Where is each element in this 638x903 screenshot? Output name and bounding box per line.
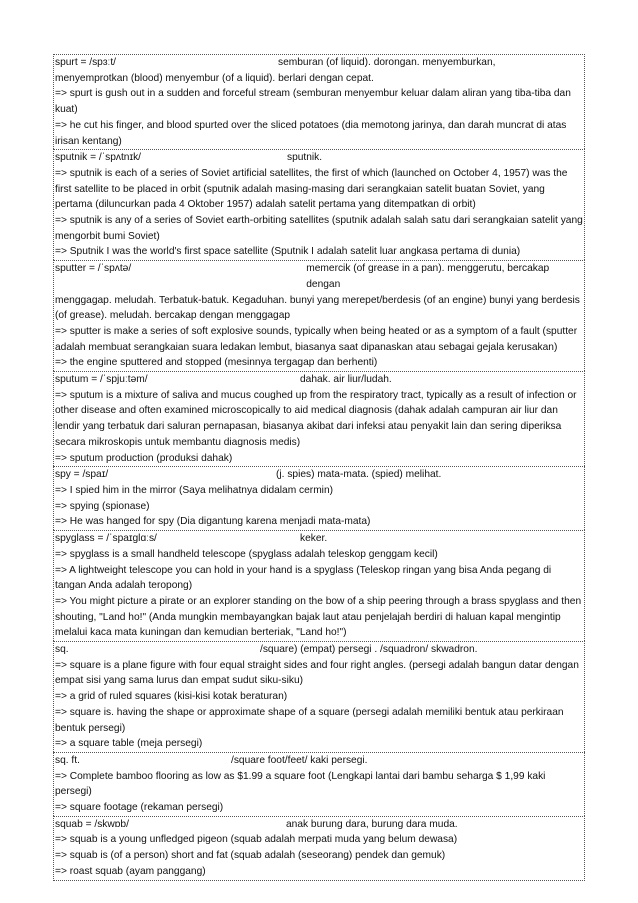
entry-example-line: => sputum is a mixture of saliva and mucus coughed up from the respiratory tract, typically as a result of infection or other disease and often examined microscopically to aid medical diagnosis (dahak adalah campuran air liur dan lendir yang terbatuk dari saluran pernapasan, biasanya akibat dari infeksi atau penyakit lain dan sering diperiksa secara mikroskopis untuk membantu diagnosis medis) xyxy=(55,389,577,448)
entry-headline xyxy=(55,150,583,166)
entry-headline xyxy=(55,531,583,547)
entry-term: sputter = /ˈspʌtə/ xyxy=(55,263,132,275)
entry-example-line: => he cut his finger, and blood spurted over the sliced potatoes (dia memotong jarinya, dan darah muncrat di atas irisan kentang) xyxy=(55,119,567,147)
entry-example-line: => spying (spionase) xyxy=(55,500,150,512)
entry-example-line: => He was hanged for spy (Dia digantung karena menjadi mata-mata) xyxy=(55,516,371,528)
entry-headline xyxy=(55,261,583,292)
entry-example-line: => a grid of ruled squares (kisi-kisi kotak beraturan) xyxy=(55,691,288,703)
entry-example-line: => sputnik is any of a series of Soviet earth-orbiting satellites (sputnik adalah salah satu dari serangkaian satelit yang mengorbit bumi Soviet) xyxy=(55,215,583,242)
entry-definition: memercik (of grease in a pan). menggerutu, bercakap dengan xyxy=(306,263,550,290)
entry-definition: sputnik. xyxy=(287,152,323,164)
dictionary-page xyxy=(53,54,585,881)
entry-definition: (j. spies) mata-mata. (spied) melihat. xyxy=(276,469,442,481)
entry-example-line: => spyglass is a small handheld telescope (spyglass adalah teleskop genggam kecil) xyxy=(55,548,438,560)
entry-example-line: menggagap. meludah. Terbatuk-batuk. Kegaduhan. bunyi yang merepet/berdesis (of an engine) bunyi yang berdesis (of grease). meludah. bercakap dengan menggagap xyxy=(55,294,580,322)
entry-definition: anak burung dara, burung dara muda. xyxy=(286,818,458,830)
entry-term: sq. xyxy=(55,644,69,656)
entry-term: spyglass = /ˈspaɪɡlɑːs/ xyxy=(55,533,157,545)
entry-definition: keker. xyxy=(300,533,328,545)
entry-term: sputnik = /ˈspʌtnɪk/ xyxy=(55,152,142,164)
entry-definition: /square) (empat) persegi . /squadron/ skwadron. xyxy=(260,644,478,656)
entry-headline xyxy=(55,753,583,769)
entry-example-line: => sputum production (produksi dahak) xyxy=(55,452,233,464)
entry-term: squab = /skwɒb/ xyxy=(55,818,129,830)
entry-example-line: => square is a plane figure with four equal straight sides and four right angles. (persegi adalah bangun datar dengan empat sisi yang sama lurus dan empat sudut siku-siku) xyxy=(55,659,579,687)
entry-headline xyxy=(55,817,583,833)
dictionary-entry xyxy=(53,466,585,530)
entry-example-line: => You might picture a pirate or an explorer standing on the bow of a ship peering through a brass spyglass and then shouting, "Land ho!" (Anda mungkin membayangkan bajak laut atau penjelajah berdiri di haluan kapal mengintip melalui kaca mata kuningan dan kemudian berteriak, "Land ho!") xyxy=(55,595,582,639)
entry-example-line: => a square table (meja persegi) xyxy=(55,738,203,750)
entry-term: sq. ft. xyxy=(55,754,80,766)
entry-definition: semburan (of liquid). dorongan. menyemburkan, xyxy=(278,57,496,68)
dictionary-entry xyxy=(53,641,585,752)
entry-example-line: => A lightweight telescope you can hold in your hand is a spyglass (Teleskop ringan yang bisa Anda pegang di tangan Anda adalah teropong) xyxy=(55,564,552,592)
entry-example-line: => Complete bamboo flooring as low as $1.99 a square foot (Lengkapi lantai dari bambu seharga $ 1,99 kaki persegi) xyxy=(55,770,546,798)
dictionary-entry xyxy=(53,752,585,816)
dictionary-entry xyxy=(53,530,585,641)
entry-example-line: => spurt is gush out in a sudden and forceful stream (semburan menyembur keluar dalam aliran yang tiba-tiba dan kuat) xyxy=(55,88,571,116)
dictionary-entry xyxy=(53,816,585,881)
entry-example-line: => the engine sputtered and stopped (mesinnya tergagap dan berhenti) xyxy=(55,357,378,369)
dictionary-entry xyxy=(53,54,585,149)
entry-example-line: menyemprotkan (blood) menyembur (of a liquid). berlari dengan cepat. xyxy=(55,72,374,84)
entry-term: spurt = /spɜːt/ xyxy=(55,57,117,68)
entry-headline xyxy=(55,372,583,388)
entry-example-line: => Sputnik I was the world's first space satellite (Sputnik I adalah satelit luar angkasa pertama di dunia) xyxy=(55,246,521,258)
dictionary-entry xyxy=(53,371,585,466)
entry-example-line: => roast squab (ayam panggang) xyxy=(55,865,206,877)
entry-example-line: => square is. having the shape or approximate shape of a square (persegi adalah memiliki bentuk atau perkiraan bentuk persegi) xyxy=(55,706,564,734)
entry-definition: /square foot/feet/ kaki persegi. xyxy=(231,754,368,766)
dictionary-entry xyxy=(53,260,585,371)
entry-example-line: => squab is a young unfledged pigeon (squab adalah merpati muda yang belum dewasa) xyxy=(55,834,458,846)
entry-example-line: => I spied him in the mirror (Saya melihatnya didalam cermin) xyxy=(55,484,334,496)
entry-example-line: => sputter is make a series of soft explosive sounds, typically when being heated or as a symptom of a fault (sputter adalah membuat serangkaian suara ledakan lembut, biasanya saat dipanaskan atau sebagai gejala kerusakan) xyxy=(55,325,578,353)
entry-example-line: => square footage (rekaman persegi) xyxy=(55,802,224,814)
entry-headline xyxy=(55,467,583,483)
entry-example-line: => sputnik is each of a series of Soviet artificial satellites, the first of which (launched on October 4, 1957) was the first satellite to be placed in orbit (sputnik adalah masing-masing dari serangkaian satelit buatan Soviet, yang pertama (diluncurkan pada 4 Oktober 1957) adalah satelit pertama yang ditempatkan di orbit) xyxy=(55,167,568,211)
entry-definition: dahak. air liur/ludah. xyxy=(300,374,392,386)
entry-example-line: => squab is (of a person) short and fat (squab adalah (seseorang) pendek dan gemuk) xyxy=(55,850,446,862)
entry-term: sputum = /ˈspjuːtəm/ xyxy=(55,374,148,386)
entry-term: spy = /spaɪ/ xyxy=(55,469,109,481)
entry-headline xyxy=(55,55,583,71)
entry-headline xyxy=(55,642,583,658)
dictionary-entry xyxy=(53,149,585,260)
